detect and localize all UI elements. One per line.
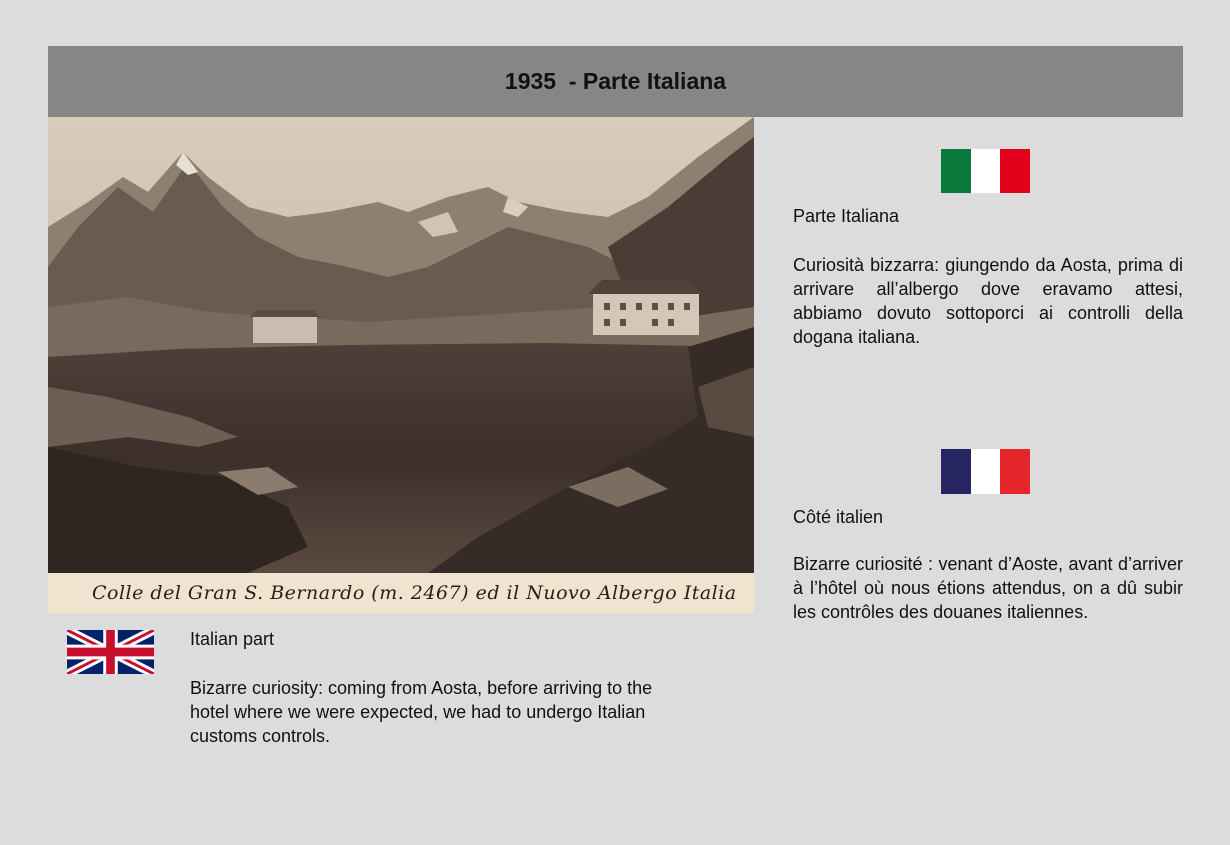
english-section-body: Bizarre curiosity: coming from Aosta, before arriving to the hotel where we were expected, we had to undergo Italian customs controls. (190, 678, 653, 746)
uk-flag-icon (67, 630, 154, 674)
historical-photo (48, 117, 754, 613)
france-flag-icon (941, 449, 1030, 494)
page-header (48, 46, 1183, 117)
italy-flag-icon (941, 149, 1030, 193)
page-title: 1935 - Parte Italiana (504, 68, 727, 94)
french-section-title: Côté italien (793, 507, 884, 527)
italian-section-title: Parte Italiana (793, 206, 900, 226)
mountain-lake-photo (48, 117, 754, 573)
english-section-title: Italian part (190, 629, 275, 649)
italian-section-body: Curiosità bizzarra: giungendo da Aosta, prima di arrivare all’albergo dove eravamo attesi, abbiamo dovuto sottoporci ai controlli della dogana italiana. (793, 255, 1183, 347)
photo-caption: Colle del Gran S. Bernardo (m. 2467) ed il Nuovo Albergo Italia (48, 573, 754, 613)
french-section-body: Bizarre curiosité : venant d’Aoste, avant d’arriver à l’hôtel où nous étions attendus, on a dû subir les contrôles des douanes italiennes. (793, 554, 1183, 622)
